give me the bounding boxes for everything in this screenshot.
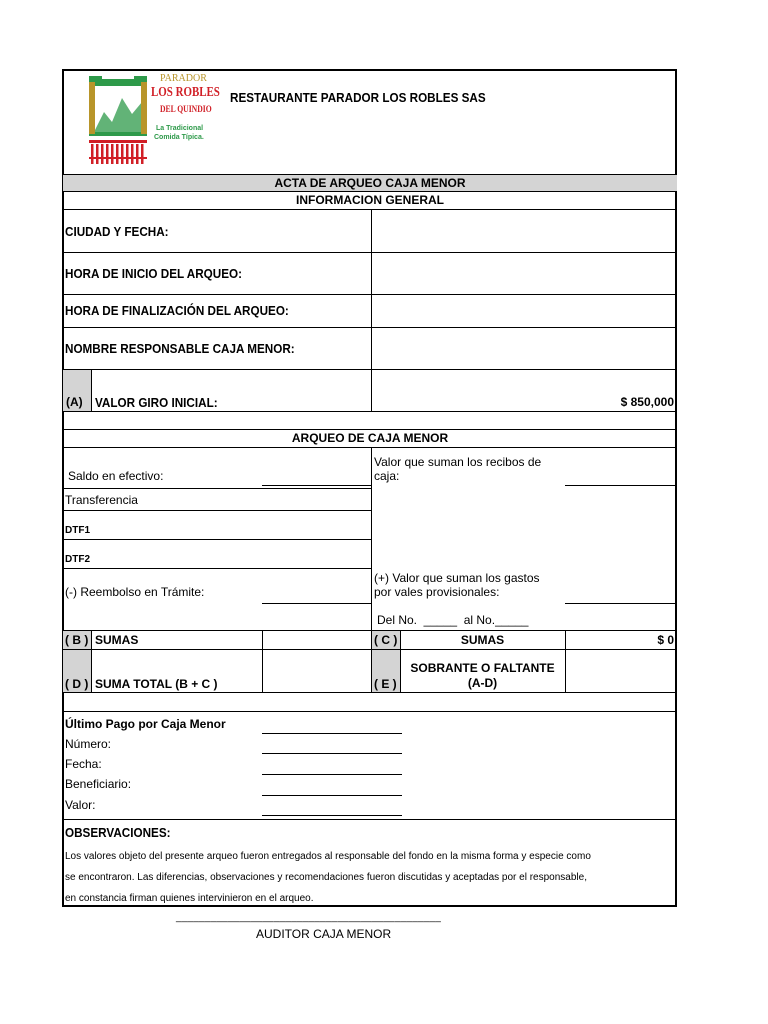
observaciones-line2: se encontraron. Las diferencias, observaciones y recomendaciones fueron discutidas y aceptadas por el responsable, <box>65 872 587 883</box>
saldo-input[interactable] <box>262 485 371 486</box>
ultimo-pago-input[interactable] <box>262 733 402 734</box>
responsable-label: NOMBRE RESPONSABLE CAJA MENOR: <box>65 341 295 356</box>
hora-fin-input[interactable] <box>373 296 676 326</box>
observaciones-line1: Los valores objeto del presente arqueo fueron entregados al responsable del fondo en la misma forma y especie como <box>65 851 591 862</box>
logo-line3: DEL QUINDIO <box>160 104 212 114</box>
fecha-label: Fecha: <box>65 757 102 771</box>
form-title: ACTA DE ARQUEO CAJA MENOR <box>274 176 466 190</box>
ultimo-pago-title: Último Pago por Caja Menor <box>65 717 226 731</box>
del-no-label: Del No. _____ al No._____ <box>377 613 529 627</box>
numero-label: Número: <box>65 737 112 751</box>
dtf2-label: DTF2 <box>65 554 90 565</box>
numero-input[interactable] <box>262 753 402 754</box>
responsable-input[interactable] <box>373 329 676 368</box>
b-code: ( B ) <box>65 633 89 647</box>
c-value: $ 0 <box>657 633 674 647</box>
e-code: ( E ) <box>374 677 397 691</box>
observaciones-title: OBSERVACIONES: <box>65 825 171 840</box>
gastos-input[interactable] <box>565 603 677 604</box>
giro-label: VALOR GIRO INICIAL: <box>95 395 218 410</box>
signature-line: ______________________________________________ <box>176 912 442 923</box>
recibos-label-1: Valor que suman los recibos de <box>374 455 542 469</box>
form-subtitle: INFORMACION GENERAL <box>296 193 444 207</box>
dtf1-label: DTF1 <box>65 525 90 536</box>
gastos-label-1: (+) Valor que suman los gastos <box>374 571 540 585</box>
logo-line5: Comida Típica. <box>154 134 204 141</box>
ciudad-label: CIUDAD Y FECHA: <box>65 224 169 239</box>
valor-input[interactable] <box>262 815 402 816</box>
company-name: RESTAURANTE PARADOR LOS ROBLES SAS <box>230 90 486 105</box>
beneficiario-label: Beneficiario: <box>65 777 132 791</box>
d-code: ( D ) <box>65 677 89 691</box>
hora-inicio-label: HORA DE INICIO DEL ARQUEO: <box>65 266 243 281</box>
hora-inicio-input[interactable] <box>373 254 676 293</box>
reembolso-label: (-) Reembolso en Trámite: <box>65 585 205 599</box>
logo-line4: La Tradicional <box>156 125 204 132</box>
ciudad-input[interactable] <box>373 211 676 251</box>
recibos-input[interactable] <box>565 485 677 486</box>
logo-line2: LOS ROBLES <box>151 85 220 100</box>
logo <box>88 72 220 168</box>
observaciones-line3: en constancia firman quienes intervinieron en el arqueo. <box>65 893 314 904</box>
d-label: SUMA TOTAL (B + C ) <box>95 677 218 691</box>
fecha-input[interactable] <box>262 774 402 775</box>
reembolso-input[interactable] <box>262 603 371 604</box>
logo-line1: PARADOR <box>160 73 207 84</box>
e-label-1: SOBRANTE O FALTANTE <box>410 661 555 675</box>
c-code: ( C ) <box>374 633 398 647</box>
giro-code: (A) <box>66 395 83 409</box>
valor-label: Valor: <box>65 798 96 812</box>
b-label: SUMAS <box>95 633 139 647</box>
saldo-label: Saldo en efectivo: <box>68 469 164 483</box>
giro-value: $ 850,000 <box>620 395 674 409</box>
e-label-2: (A-D) <box>467 676 498 690</box>
signature-label: AUDITOR CAJA MENOR <box>256 927 392 941</box>
transferencia-label: Transferencia <box>65 493 138 507</box>
arqueo-heading: ARQUEO DE CAJA MENOR <box>291 431 449 445</box>
hora-fin-label: HORA DE FINALIZACIÓN DEL ARQUEO: <box>65 303 289 318</box>
c-label: SUMAS <box>460 633 505 647</box>
recibos-label-2: caja: <box>374 469 400 483</box>
beneficiario-input[interactable] <box>262 795 402 796</box>
gastos-label-2: por vales provisionales: <box>374 585 500 599</box>
